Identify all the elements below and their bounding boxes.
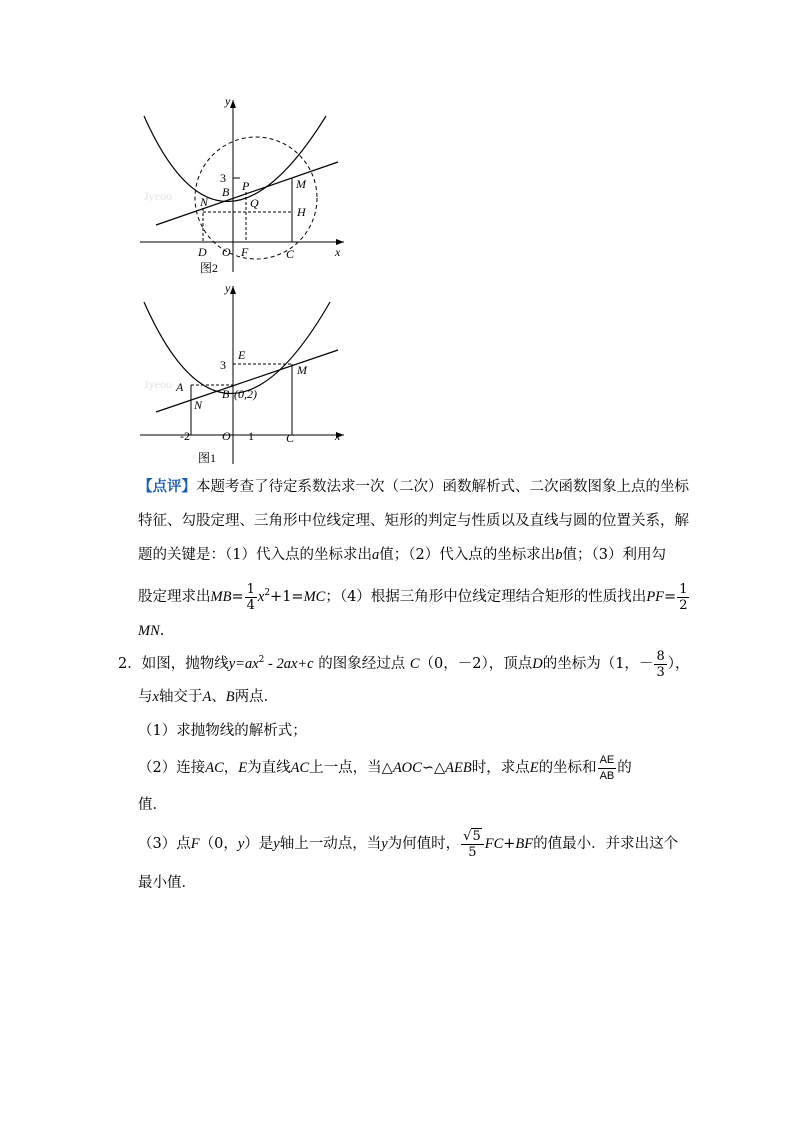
exponent: 2 <box>264 588 271 598</box>
fraction-denominator: AB <box>599 769 615 782</box>
question-3 <box>118 822 678 866</box>
question-text: （1）求抛物线的解析式； <box>138 723 307 739</box>
problem-text: 轴交于 <box>158 689 203 705</box>
fraction-numerator: 8 <box>656 648 665 664</box>
problem-text: 如图，抛物线 <box>141 656 229 672</box>
review-text: ；（4）根据三角形中位线定理结合矩形的性质找出 <box>325 589 647 605</box>
var-BF: BF <box>515 836 534 852</box>
problem-text: ）， <box>667 656 690 672</box>
review-text: 本题考查了待定系数法求一次（二次）函数解析式、二次函数图象上点的坐标 <box>196 479 689 495</box>
watermark: Jyeoo <box>144 377 172 391</box>
problem-text: 、 <box>211 689 226 705</box>
point-B: B <box>225 689 235 705</box>
tick-3: 3 <box>220 358 226 372</box>
figure-caption: 图1 <box>198 451 217 465</box>
figure-2-graph <box>130 92 350 278</box>
label-point-0-2: (0,2) <box>234 387 257 401</box>
fraction-numerator: AE <box>598 753 617 769</box>
question-text: （3）点 <box>138 836 191 852</box>
triangle-AEB: AEB <box>445 760 472 776</box>
figure-1-graph <box>130 280 350 466</box>
equation: - 2ax+c <box>264 656 314 672</box>
label-M: M <box>296 177 306 191</box>
point-E: E <box>238 760 248 776</box>
question-text: 的坐标和 <box>538 760 597 776</box>
fraction-AE-AB <box>598 753 617 784</box>
triangle-AOC: AOC <box>392 760 422 776</box>
point-F: F <box>190 836 200 852</box>
fraction-numerator: √5 <box>461 829 484 845</box>
label-O: O <box>222 429 231 443</box>
fraction-denominator: 2 <box>679 597 688 613</box>
question-text: 的值最小．并求出这个 <box>533 836 679 852</box>
question-text: （0， <box>199 836 238 852</box>
fraction-8-3 <box>654 649 666 680</box>
problem-line-2 <box>118 680 678 714</box>
problem-text: 的坐标为（1，－ <box>542 656 654 672</box>
label-D: D <box>198 245 207 259</box>
x-axis-label: x <box>335 245 341 259</box>
review-text: +1= <box>270 589 304 605</box>
var-b: b <box>555 547 563 563</box>
point-D: D <box>532 656 543 672</box>
var-AC: AC <box>290 760 310 776</box>
equals: = <box>664 589 677 605</box>
review-line-2 <box>138 504 689 538</box>
fraction-half <box>677 582 689 613</box>
fraction-quarter <box>245 582 257 613</box>
radicand: 5 <box>472 828 481 844</box>
review-text: 题的关键是：（1）代入点的坐标求出 <box>138 547 372 563</box>
exponent: 2 <box>258 655 265 665</box>
label-C: C <box>286 431 295 445</box>
review-line-1 <box>138 470 689 504</box>
question-2 <box>118 748 678 788</box>
review-text: 值；（3）利用勾 <box>562 547 666 563</box>
var-y: y <box>273 836 280 852</box>
problem-text: 的图象经过点 <box>313 656 410 672</box>
question-text: ， <box>223 760 239 776</box>
question-text: ）是 <box>244 836 274 852</box>
label-N: N <box>194 398 203 412</box>
problem-text: （0，－2），顶点 <box>419 656 533 672</box>
question-text: 为何值时， <box>387 836 461 852</box>
problem-text: 两点． <box>234 689 279 705</box>
review-line-3 <box>138 538 678 572</box>
y-axis-label: y <box>225 281 231 295</box>
fraction-sqrt5-5 <box>461 829 484 860</box>
point-A: A <box>202 689 212 705</box>
problem-number: 2． <box>118 656 142 672</box>
label-B: B <box>222 387 230 401</box>
point-C: C <box>409 656 420 672</box>
var-MB: MB <box>210 589 232 605</box>
label-F: F <box>241 245 249 259</box>
problem-line-1 <box>118 640 690 680</box>
review-text: 股定理求出 <box>138 589 211 605</box>
figure-caption: 图2 <box>200 261 219 275</box>
fraction-denominator: 5 <box>468 844 477 860</box>
fraction-denominator: 3 <box>656 664 665 680</box>
var-MN: MN <box>138 623 160 639</box>
label-B: B <box>222 185 230 199</box>
problem-2 <box>118 640 690 900</box>
review-text: 值；（2）代入点的坐标求出 <box>379 547 556 563</box>
label-N: N <box>200 195 209 209</box>
x-axis-label: x <box>335 429 341 443</box>
review-text: . <box>159 623 165 639</box>
problem-text: 与 <box>138 689 153 705</box>
question-text: ∽△ <box>421 760 446 776</box>
var-y: y <box>381 836 388 852</box>
fraction-numerator: 1 <box>246 581 255 597</box>
label-H: H <box>297 205 306 219</box>
fraction-numerator: 1 <box>679 581 688 597</box>
label-A: A <box>176 380 184 394</box>
tick-minus-2: -2 <box>180 429 190 443</box>
label-Q: Q <box>250 196 259 210</box>
label-P: P <box>242 179 250 193</box>
review-section <box>138 470 689 648</box>
label-E: E <box>238 348 246 362</box>
var-FC: FC <box>484 836 504 852</box>
review-text: 特征、勾股定理、三角形中位线定理、矩形的判定与性质以及直线与圆的位置关系，解 <box>138 513 689 529</box>
question-text: 轴上一动点，当 <box>279 836 382 852</box>
var-x: x <box>257 589 265 605</box>
review-line-4 <box>138 572 688 614</box>
point-E: E <box>529 760 539 776</box>
var-PF: PF <box>646 589 665 605</box>
question-text: 时，求点 <box>471 760 530 776</box>
question-text: 上一点，当△ <box>309 760 393 776</box>
figure-2 <box>130 92 350 278</box>
label-M: M <box>297 363 307 377</box>
var-a: a <box>371 547 380 563</box>
review-tag: 【点评】 <box>138 478 196 495</box>
question-text: 最小值． <box>138 875 196 891</box>
equation: y=ax <box>228 656 259 672</box>
var-x: x <box>152 689 159 705</box>
question-text: 值． <box>138 797 167 813</box>
var-y: y <box>237 836 245 852</box>
equals: = <box>231 589 244 605</box>
var-MC: MC <box>303 589 326 605</box>
tick-1: 1 <box>248 429 254 443</box>
question-text: （2）连接 <box>138 760 206 776</box>
question-2-cont <box>118 788 678 822</box>
label-C: C <box>286 247 295 261</box>
line-nm <box>156 162 338 225</box>
question-text: 的 <box>617 760 632 776</box>
plus-sign: + <box>503 836 516 852</box>
label-O: O <box>222 245 231 259</box>
question-1 <box>118 714 678 748</box>
watermark: Jyeoo <box>144 189 172 203</box>
tick-3: 3 <box>220 171 226 185</box>
y-axis-label: y <box>225 94 231 108</box>
var-AC: AC <box>205 760 224 776</box>
question-3-cont <box>118 866 678 900</box>
figure-1 <box>130 280 350 466</box>
question-text: 为直线 <box>247 760 291 776</box>
fraction-denominator: 4 <box>246 597 255 613</box>
